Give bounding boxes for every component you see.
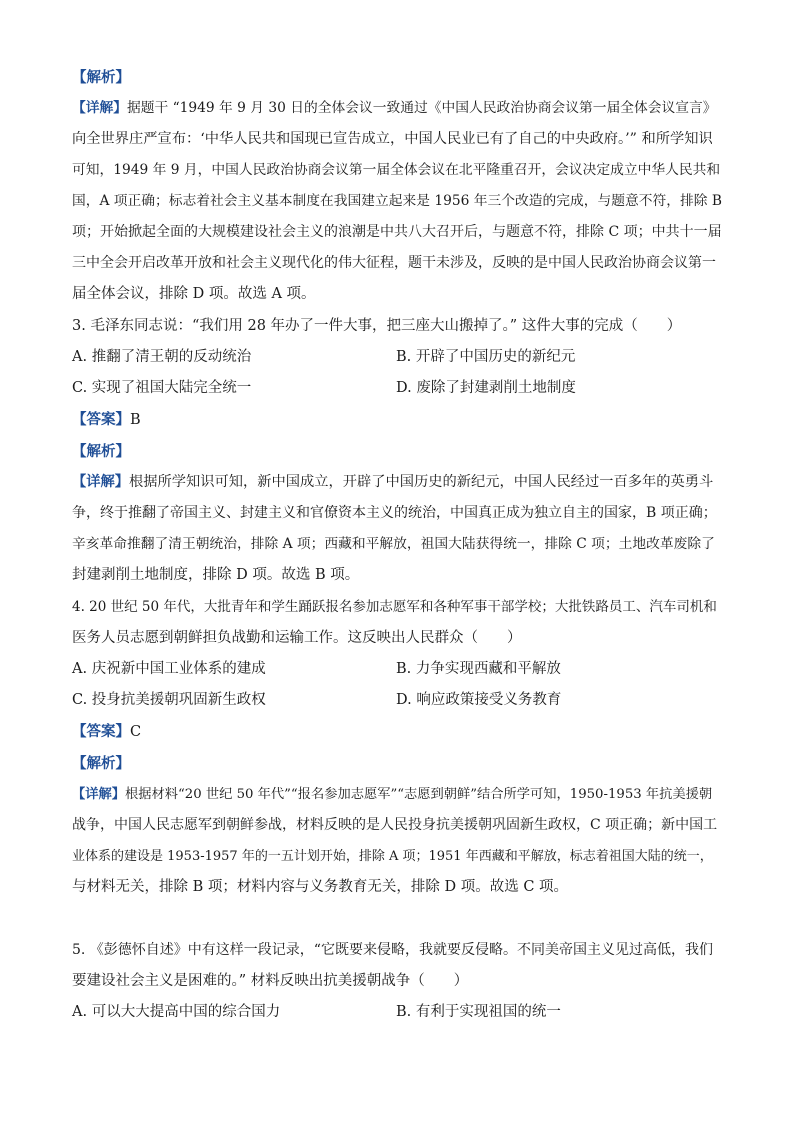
- q4-analysis-section: [72, 748, 722, 779]
- q3-answer: [72, 404, 722, 435]
- q3-question: [72, 311, 722, 342]
- q3-option-a: A. 推翻了清王朝的反动统治: [72, 349, 252, 365]
- q3-analysis-section: [72, 436, 722, 467]
- q4-detail-line: 业体系的建设是 1953-1957 年的一五计划开始，排除 A 项；1951 年西藏和平解放，标志着祖国大陆的统一，: [72, 849, 713, 864]
- q3-option-c: C. 实现了祖国大陆完全统一: [72, 380, 252, 396]
- q4-answer: [72, 716, 722, 747]
- q2-detail-line: 三中全会开启改革开放和社会主义现代化的伟大征程，题干未涉及，反映的是中国人民政治协商会议第一: [72, 255, 716, 271]
- q4-detail-line: 战争，中国人民志愿军到朝鲜参战，材料反映的是人民投身抗美援朝巩固新生政权，C 项正确；新中国工: [72, 817, 718, 833]
- q3-detail-line: 封建剥削土地制度，排除 D 项。故选 B 项。: [72, 567, 360, 583]
- analysis-label: 【解析】: [72, 69, 130, 86]
- q4-option-c: C. 投身抗美援朝巩固新生政权: [72, 692, 266, 708]
- detail-label: 【详解】: [72, 787, 126, 802]
- q4-detail-line: 【详解】根据材料“20 世纪 50 年代”“报名参加志愿军”“志愿到朝鲜”结合所学可知，1950-1953 年抗美援朝: [72, 787, 713, 802]
- q5-option-a: A. 可以大大提高中国的综合国力: [72, 1004, 281, 1020]
- q2-detail-line: 【详解】据题干 “1949 年 9 月 30 日的全体会议一致通过《中国人民政治协商会议第一届全体会议宣言》: [72, 100, 717, 116]
- q4-question: [72, 592, 722, 654]
- q3-answer-value: B: [130, 412, 141, 428]
- analysis-label: 【解析】: [72, 443, 130, 460]
- q2-detail-line: 项；开始掀起全面的大规模建设社会主义的浪潮是中共八大召开后，与题意不符，排除 C 项；中共十一届: [72, 224, 722, 240]
- q5-question: [72, 935, 722, 997]
- q4-detail-line: 与材料无关，排除 B 项；材料内容与义务教育无关，排除 D 项。故选 C 项。: [72, 879, 569, 895]
- detail-label: 【详解】: [72, 100, 128, 116]
- q2-analysis-section: [72, 62, 722, 93]
- q4-detail-section: [72, 779, 722, 903]
- q4-option-b: B. 力争实现西藏和平解放: [396, 661, 561, 677]
- detail-label: 【详解】: [72, 474, 130, 490]
- q3-option-d: D. 废除了封建剥削土地制度: [396, 380, 576, 396]
- q5-stem-line: 要建设社会主义是困难的。” 材料反映出抗美援朝战争（ ）: [72, 973, 469, 989]
- q3-detail-line: 争，终于推翻了帝国主义、封建主义和官僚资本主义的统治，中国真正成为独立自主的国家，B 项正确；: [72, 505, 717, 521]
- q4-stem-line: 4. 20 世纪 50 年代，大批青年和学生踊跃报名参加志愿军和各种军事干部学校；大批铁路员工、汽车司机和: [72, 599, 717, 615]
- q2-detail-line: 届全体会议，排除 D 项。故选 A 项。: [72, 286, 316, 302]
- q5-option-b: B. 有利于实现祖国的统一: [396, 1004, 561, 1020]
- q4-option-d: D. 响应政策接受义务教育: [396, 692, 562, 708]
- q3-detail-line: 【详解】根据所学知识可知，新中国成立，开辟了中国历史的新纪元，中国人民经过一百多年的英勇斗: [72, 474, 714, 490]
- q2-detail-line: 可知，1949 年 9 月，中国人民政治协商会议第一届全体会议在北平隆重召开，会议决定成立中华人民共和: [72, 162, 721, 178]
- q4-stem-line: 医务人员志愿到朝鲜担负战勤和运输工作。这反映出人民群众（ ）: [72, 630, 522, 646]
- answer-label: 【答案】: [72, 723, 130, 740]
- q3-detail-section: [72, 467, 722, 591]
- q5-stem-line: 5. 《彭德怀自述》中有这样一段记录，“它既要来侵略，我就要反侵略。不同美帝国主义见过高低，我们: [72, 942, 713, 958]
- answer-label: 【答案】: [72, 411, 130, 428]
- q3-detail-line: 辛亥革命推翻了清王朝统治，排除 A 项；西藏和平解放，祖国大陆获得统一，排除 C 项；土地改革废除了: [72, 536, 715, 552]
- q2-detail-section: [72, 93, 722, 310]
- q4-option-a: A. 庆祝新中国工业体系的建成: [72, 661, 266, 677]
- analysis-label: 【解析】: [72, 755, 130, 772]
- q3-stem: 3. 毛泽东同志说：“我们用 28 年办了一件大事，把三座大山搬掉了。” 这件大事的完成（ ）: [72, 318, 682, 334]
- q2-detail-line: 向全世界庄严宣布：‘中华人民共和国现已宣告成立，中国人民业已有了自己的中央政府。’” 和所学知识: [72, 131, 713, 147]
- q2-detail-line: 国，A 项正确；标志着社会主义基本制度在我国建立起来是 1956 年三个改造的完成，与题意不符，排除 B: [72, 193, 723, 209]
- q3-option-b: B. 开辟了中国历史的新纪元: [396, 349, 576, 365]
- q4-answer-value: C: [130, 724, 142, 740]
